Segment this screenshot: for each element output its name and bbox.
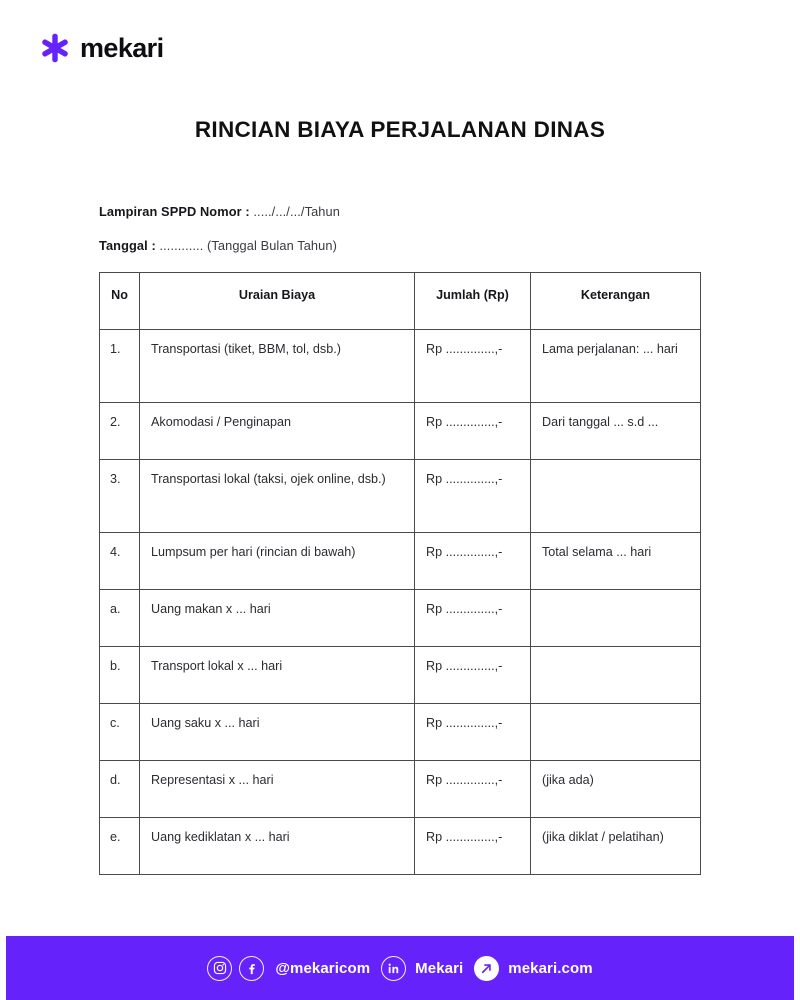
cell-no: b. (100, 647, 140, 704)
meta-lampiran-sppd (99, 204, 340, 219)
column-header-keterangan: Keterangan (531, 273, 701, 330)
meta-tanggal-label: Tanggal (99, 238, 148, 253)
website-label: mekari.com (508, 959, 593, 977)
table-row (100, 533, 701, 590)
column-header-jumlah: Jumlah (Rp) (415, 273, 531, 330)
table-row (100, 704, 701, 761)
table-row (100, 460, 701, 533)
cell-keterangan (531, 647, 701, 704)
cell-jumlah: Rp ..............,- (415, 647, 531, 704)
cell-no: 4. (100, 533, 140, 590)
cell-keterangan: Dari tanggal ... s.d ... (531, 403, 701, 460)
brand-footer-bar (6, 936, 794, 1000)
cell-uraian: Lumpsum per hari (rincian di bawah) (140, 533, 415, 590)
table-row (100, 590, 701, 647)
cell-uraian: Akomodasi / Penginapan (140, 403, 415, 460)
cell-no: a. (100, 590, 140, 647)
cell-jumlah: Rp ..............,- (415, 330, 531, 403)
cell-jumlah: Rp ..............,- (415, 818, 531, 875)
table-header-row (100, 273, 701, 330)
cell-no: 2. (100, 403, 140, 460)
mekari-logo-text: mekari (80, 32, 164, 63)
meta-lampiran-separator: : (241, 204, 254, 219)
instagram-icon[interactable] (207, 956, 232, 981)
cost-breakdown-table (99, 272, 701, 875)
cell-uraian: Representasi x ... hari (140, 761, 415, 818)
facebook-icon[interactable] (239, 956, 264, 981)
table-row (100, 403, 701, 460)
cell-jumlah: Rp ..............,- (415, 460, 531, 533)
cell-no: e. (100, 818, 140, 875)
table-body (100, 330, 701, 875)
cell-keterangan: (jika ada) (531, 761, 701, 818)
cell-uraian: Uang saku x ... hari (140, 704, 415, 761)
page-title: RINCIAN BIAYA PERJALANAN DINAS (194, 117, 606, 142)
cell-keterangan: Total selama ... hari (531, 533, 701, 590)
cell-keterangan (531, 460, 701, 533)
cell-no: 3. (100, 460, 140, 533)
cell-jumlah: Rp ..............,- (415, 761, 531, 818)
cell-uraian: Uang makan x ... hari (140, 590, 415, 647)
cell-uraian: Transportasi lokal (taksi, ojek online, dsb.) (140, 460, 415, 533)
cell-jumlah: Rp ..............,- (415, 533, 531, 590)
arrow-up-right-icon[interactable] (474, 956, 499, 981)
table-row (100, 330, 701, 403)
linkedin-name-label: Mekari (415, 959, 464, 977)
cell-jumlah: Rp ..............,- (415, 590, 531, 647)
meta-lampiran-value: ...../.../.../Tahun (253, 204, 340, 219)
mekari-asterisk-icon (40, 33, 70, 63)
table-row (100, 818, 701, 875)
cell-no: d. (100, 761, 140, 818)
table-row (100, 647, 701, 704)
cell-uraian: Transport lokal x ... hari (140, 647, 415, 704)
column-header-uraian: Uraian Biaya (140, 273, 415, 330)
cell-no: 1. (100, 330, 140, 403)
cell-jumlah: Rp ..............,- (415, 704, 531, 761)
cell-jumlah: Rp ..............,- (415, 403, 531, 460)
column-header-no: No (100, 273, 140, 330)
cell-uraian: Transportasi (tiket, BBM, tol, dsb.) (140, 330, 415, 403)
linkedin-icon[interactable] (381, 956, 406, 981)
social-handle-label: @mekaricom (275, 959, 371, 977)
cell-uraian: Uang kediklatan x ... hari (140, 818, 415, 875)
cell-keterangan (531, 704, 701, 761)
mekari-logo (40, 33, 163, 63)
cell-no: c. (100, 704, 140, 761)
meta-lampiran-label: Lampiran SPPD Nomor (99, 204, 242, 219)
cell-keterangan (531, 590, 701, 647)
meta-tanggal-value: ............ (Tanggal Bulan Tahun) (159, 238, 337, 253)
table-row (100, 761, 701, 818)
table-header (100, 273, 701, 330)
cell-keterangan: (jika diklat / pelatihan) (531, 818, 701, 875)
meta-tanggal (99, 238, 337, 253)
cell-keterangan: Lama perjalanan: ... hari (531, 330, 701, 403)
meta-tanggal-separator: : (147, 238, 160, 253)
